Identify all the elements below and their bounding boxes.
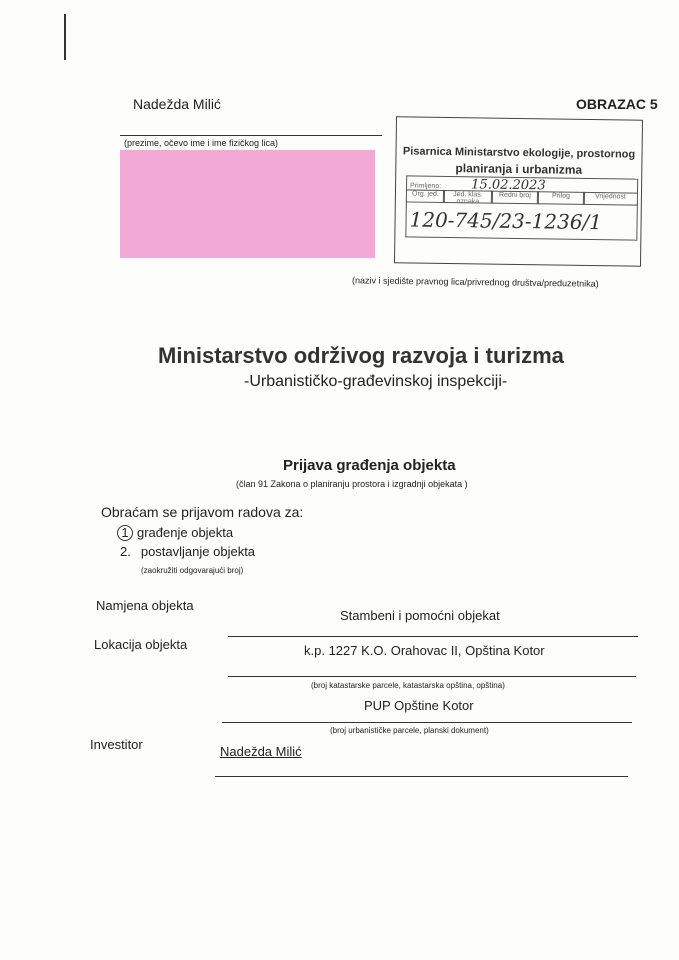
- form-title: Prijava građenja objekta: [283, 457, 456, 474]
- purpose-value: Stambeni i pomoćni objekat: [340, 608, 500, 623]
- location-label: Lokacija objekta: [94, 637, 188, 652]
- works-intro: Obraćam se prijavom radova za:: [101, 504, 304, 520]
- ministry-title: Ministarstvo održivog razvoja i turizma: [158, 343, 564, 368]
- legal-basis: (član 91 Zakona o planiranju prostora i izgradnji objekata ): [236, 479, 468, 489]
- location-caption: (broj katastarske parcele, katastarska opština, opština): [311, 681, 505, 690]
- form-number: OBRAZAC 5: [576, 96, 658, 112]
- applicant-caption: (prezime, očevo ime i ime fizičkog lica): [124, 138, 279, 148]
- option-1: 1 građenje objekta: [117, 525, 233, 541]
- legal-entity-caption: (naziv i sjedište pravnog lica/privrednog društva/preduzetnika): [351, 275, 599, 289]
- selected-circle: 1: [117, 525, 133, 541]
- location-value: k.p. 1227 K.O. Orahovac II, Opština Kotor: [304, 643, 545, 658]
- investor-value: Nadežda Milić: [220, 744, 302, 759]
- reference-number: 120-745/23-1236/1: [409, 207, 603, 235]
- works-note: (zaokružiti odgovarajući broj): [141, 566, 244, 575]
- applicant-name: Nadežda Milić: [133, 96, 221, 112]
- investor-label: Investitor: [90, 737, 143, 752]
- department: -Urbanističko-građevinskoj inspekciji-: [244, 373, 508, 390]
- plan-value: PUP Opštine Kotor: [364, 698, 474, 713]
- purpose-label: Namjena objekta: [96, 598, 194, 613]
- margin-mark: [64, 14, 66, 60]
- option-2: 2. postavljanje objekta: [120, 544, 256, 559]
- redacted-area: [120, 150, 375, 258]
- plan-caption: (broj urbanističke parcele, planski dokument): [330, 726, 489, 735]
- registry-stamp: Pisarnica Ministarstvo ekologije, prostornog planiranja i urbanizma Primljeno: 15.02.2023 Org. jed. Jed. klas. oznaka Redni broj Prilog Vrijednost 120-745/23-1236/1: [394, 116, 643, 266]
- received-date: 15.02.2023: [471, 177, 546, 194]
